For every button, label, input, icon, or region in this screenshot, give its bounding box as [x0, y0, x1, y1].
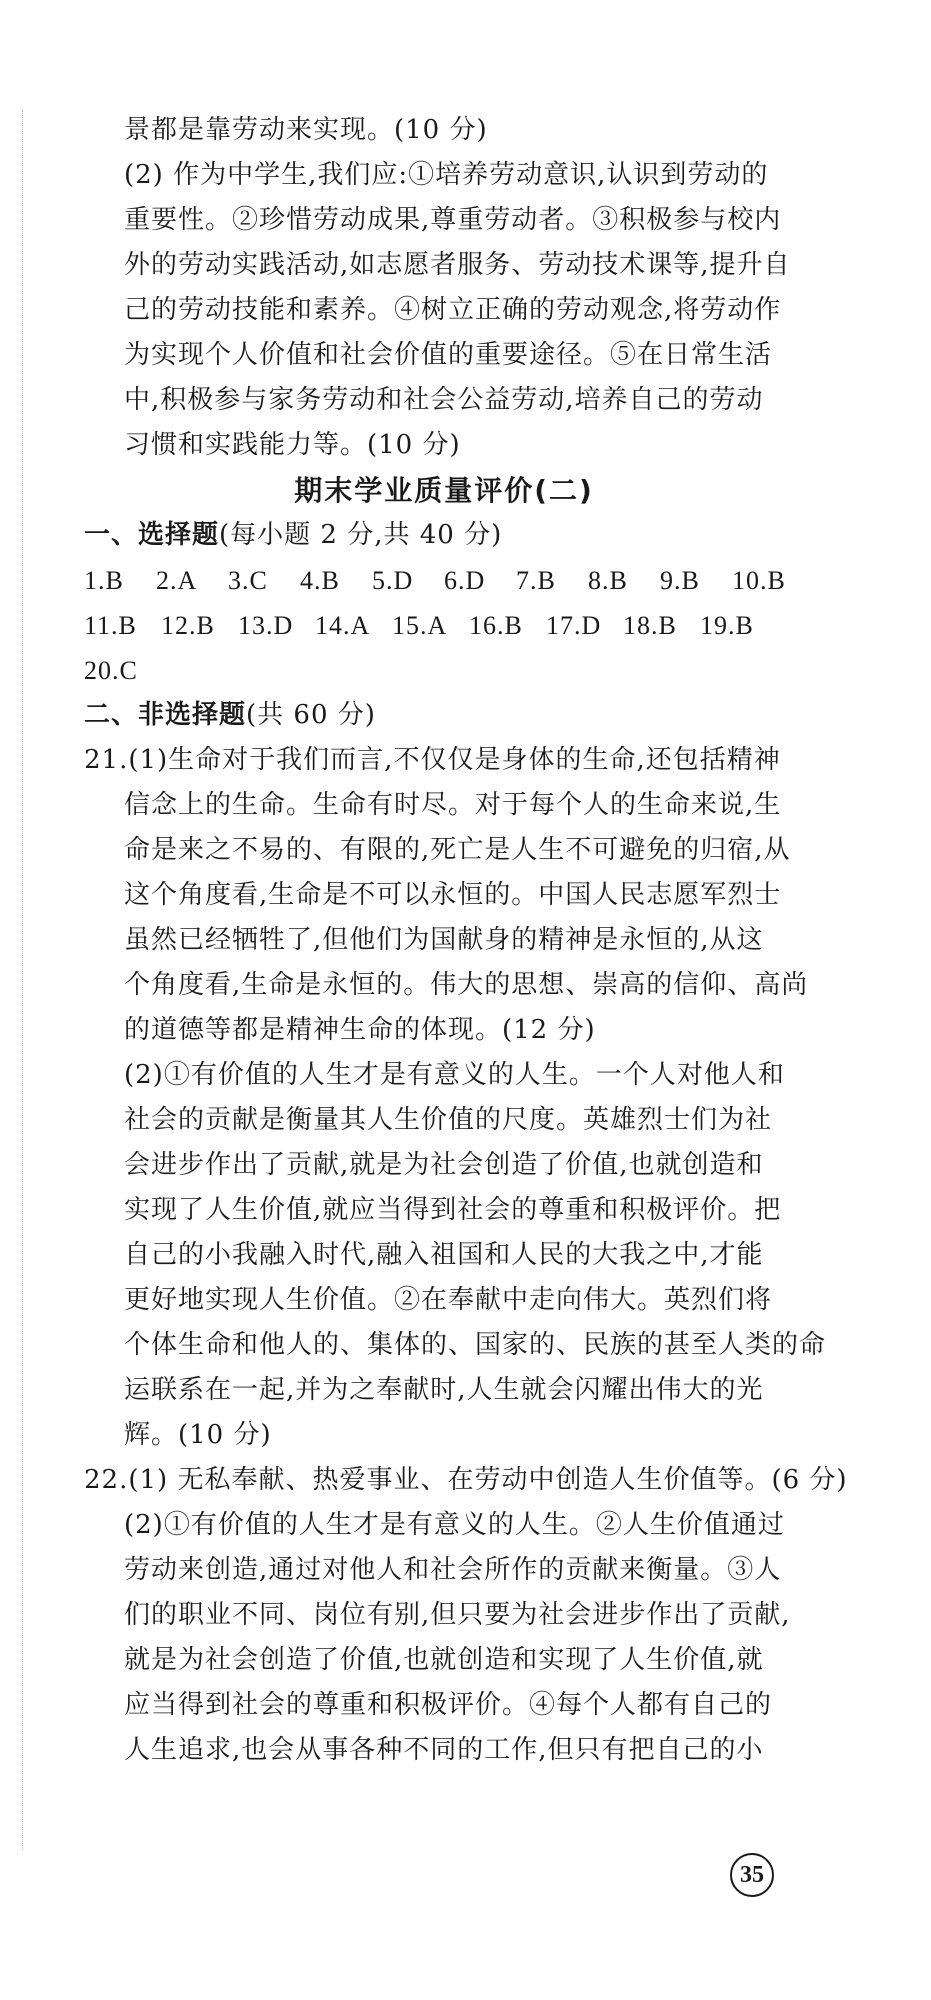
section-title: 一、选择题 — [84, 520, 220, 550]
answer-item: 20.C — [84, 656, 138, 685]
text-line: 社会的贡献是衡量其人生价值的尺度。英雄烈士们为社 — [124, 1105, 773, 1135]
answer-item: 9.B — [660, 566, 700, 595]
answer-item: 1.B — [84, 566, 124, 595]
answer-row-2 — [84, 603, 804, 648]
text-line: 个角度看,生命是永恒的。伟大的思想、崇高的信仰、高尚 — [124, 970, 809, 1000]
section-note: (每小题 2 分,共 40 分) — [219, 520, 503, 550]
section-title: 二、非选择题 — [84, 700, 247, 730]
section-title-multiple-choice — [84, 513, 804, 558]
binding-margin-rule — [22, 110, 23, 1850]
answer-item: 8.B — [588, 566, 628, 595]
text-line: 这个角度看,生命是不可以永恒的。中国人民志愿军烈士 — [124, 880, 782, 910]
answer-item: 17.D — [546, 611, 602, 640]
text-line: 实现了人生价值,就应当得到社会的尊重和积极评价。把 — [124, 1195, 782, 1225]
answer-item: 10.B — [732, 566, 786, 595]
answer-item: 6.D — [444, 566, 486, 595]
answer-item: 18.B — [623, 611, 677, 640]
text-line: (2) 作为中学生,我们应:①培养劳动意识,认识到劳动的 — [124, 160, 769, 190]
text-line: 辉。(10 分) — [124, 1420, 272, 1450]
text-line: 应当得到社会的尊重和积极评价。④每个人都有自己的 — [124, 1690, 773, 1720]
text-line: 劳动来创造,通过对他人和社会所作的贡献来衡量。③人 — [124, 1555, 782, 1585]
text-line: 景都是靠劳动来实现。(10 分) — [124, 115, 488, 145]
text-line: 个体生命和他人的、集体的、国家的、民族的甚至人类的命 — [124, 1330, 827, 1360]
answer-row-3 — [84, 648, 804, 693]
answer-item: 13.D — [238, 611, 294, 640]
answer-item: 5.D — [372, 566, 414, 595]
text-line: 更好地实现人生价值。②在奉献中走向伟大。英烈们将 — [124, 1285, 773, 1315]
text-line: 虽然已经牺牲了,但他们为国献身的精神是永恒的,从这 — [124, 925, 764, 955]
text-line: 重要性。②珍惜劳动成果,尊重劳动者。③积极参与校内 — [124, 205, 782, 235]
answer-item: 14.A — [315, 611, 371, 640]
answer-item: 7.B — [516, 566, 556, 595]
section-title-open-questions — [84, 693, 804, 738]
page-number-badge: 35 — [730, 1853, 774, 1897]
text-line: 自己的小我融入时代,融入祖国和人民的大我之中,才能 — [124, 1240, 764, 1270]
text-line: (2)①有价值的人生才是有意义的人生。一个人对他人和 — [124, 1060, 785, 1090]
exam-heading: 期末学业质量评价(二) — [294, 474, 594, 507]
page-content — [84, 108, 848, 1773]
answer-item: 15.A — [392, 611, 448, 640]
answer-item: 11.B — [84, 611, 137, 640]
text-line: 中,积极参与家务劳动和社会公益劳动,培养自己的劳动 — [124, 385, 764, 415]
question-22-line: 22.(1) 无私奉献、热爱事业、在劳动中创造人生价值等。(6 分) — [84, 1465, 848, 1495]
text-line: 就是为社会创造了价值,也就创造和实现了人生价值,就 — [124, 1645, 764, 1675]
text-line: 的道德等都是精神生命的体现。(12 分) — [124, 1015, 596, 1045]
text-line: 为实现个人价值和社会价值的重要途径。⑤在日常生活 — [124, 340, 773, 370]
answer-item: 19.B — [700, 611, 754, 640]
answer-item: 2.A — [156, 566, 198, 595]
section-note: (共 60 分) — [246, 700, 376, 730]
text-line: 会进步作出了贡献,就是为社会创造了价值,也就创造和 — [124, 1150, 764, 1180]
answer-item: 3.C — [228, 566, 268, 595]
question-21-line: 21.(1)生命对于我们而言,不仅仅是身体的生命,还包括精神 — [84, 745, 781, 775]
answer-row-1 — [84, 558, 804, 603]
text-line: (2)①有价值的人生才是有意义的人生。②人生价值通过 — [124, 1510, 785, 1540]
answer-item: 12.B — [161, 611, 215, 640]
answer-item: 4.B — [300, 566, 340, 595]
text-line: 们的职业不同、岗位有别,但只要为社会进步作出了贡献, — [124, 1600, 791, 1630]
text-line: 外的劳动实践活动,如志愿者服务、劳动技术课等,提升自 — [124, 250, 791, 280]
text-line: 人生追求,也会从事各种不同的工作,但只有把自己的小 — [124, 1735, 764, 1765]
text-line: 习惯和实践能力等。(10 分) — [124, 430, 461, 460]
text-line: 己的劳动技能和素养。④树立正确的劳动观念,将劳动作 — [124, 295, 782, 325]
text-line: 信念上的生命。生命有时尽。对于每个人的生命来说,生 — [124, 790, 782, 820]
answer-item: 16.B — [469, 611, 523, 640]
text-line: 命是来之不易的、有限的,死亡是人生不可避免的归宿,从 — [124, 835, 791, 865]
text-line: 运联系在一起,并为之奉献时,人生就会闪耀出伟大的光 — [124, 1375, 764, 1405]
